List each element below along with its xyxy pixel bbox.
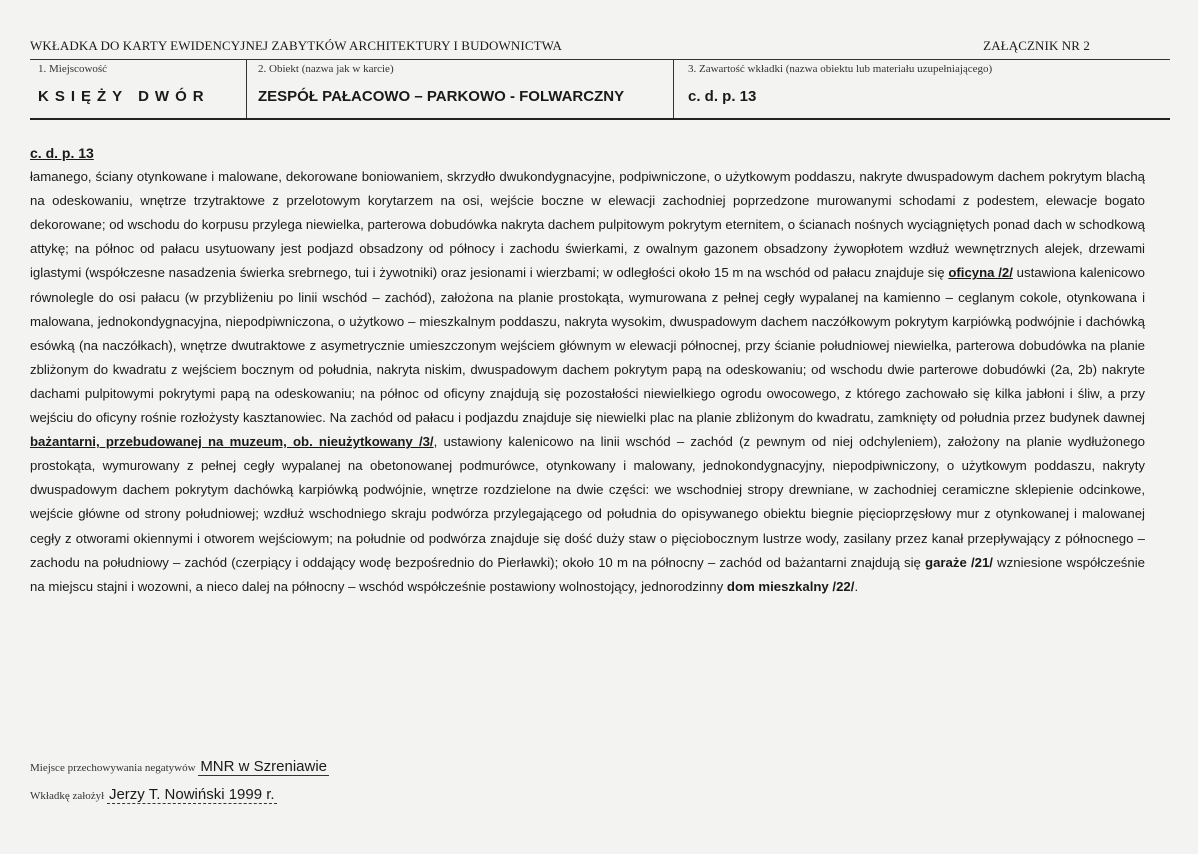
document-title: WKŁADKA DO KARTY EWIDENCYJNEJ ZABYTKÓW ARCHITEKTURY I BUDOWNICTWA [30, 38, 563, 53]
negatives-location-label: Miejsce przechowywania negatywów [30, 762, 196, 774]
locality-label: 1. Miejscowość [38, 63, 108, 75]
description-paragraph [30, 165, 1145, 599]
text-segment: ustawiona kalenicowo równolegle do osi pałacu (w przybliżeniu po linii wschód – zachód), założona na planie prostokąta, wymurowana z pełnej cegły wypalanej na kamienno – ceglanym cokole, otynkowana i malowana, jednokondygnacyjna, niepodpiwniczona, o użytkowo – mieszkalnym poddaszu, nakryta wysokim, dwuspadowym dachem naczółkowym pokrytym karpiówką podwójnie i dachówką esówką (na naczółkach), wnętrze dwutraktowe z asymetrycznie umieszczonym wejściem głównym w elewacji północnej, przy ścianie południowej niewielka, parterowa dobudówka na planie zbliżonym do kwadratu z wejściem bocznym od południa, nakryta niskim, dwuspadowym dachem pokrytym papą na odeskowaniu; od wschodu dwie parterowe dobudówki (2a, 2b) nakryte dachami pulpitowymi pokrytymi papą na odeskowaniu; na północ od oficyny znajdują się pozostałości niewielkiego ogrodu owocowego, z którego zachowało się kilka jabłoni i śliw, a przy wejściu do oficyny rośnie rozłożysty kasztanowiec. Na zachód od pałacu i podjazdu znajduje się niewielki plac na planie zbliżonym do kwadratu, zamknięty od południa przez budynek dawnej [30, 265, 1145, 426]
highlight-garaze: garaże /21/ [925, 554, 993, 570]
text-segment: łamanego, ściany otynkowane i malowane, dekorowane boniowaniem, skrzydło dwukondygnacyjne, podpiwniczone, o użytkowym poddaszu, nakryte dwuspadowym dachem pokrytym blachą na odeskowaniu, wnętrze trzytraktowe z przelotowym korytarzem na osi, wejście boczne w elewacji zachodniej poprzedzone murowanymi schodami z podestem, elewacje bogato dekorowane; od wschodu do korpusu przylega niewielka, parterowa dobudówka nakryta dachem pulpitowym pokrytym eternitem, o ścianach nośnych wyciągniętych ponad dach w schodkową attykę; na północ od pałacu usytuowany jest podjazd obsadzony od północy i zachodu świerkami, z owalnym gazonem obsadzony żywopłotem wzdłuż wewnętrznych alejek, drzewami iglastymi (współczesne nasadzenia świerka srebrnego, tui i żywotniki) oraz jesionami i wierzbami; w odległości około 15 m na wschód od pałacu znajduje się [30, 169, 1145, 281]
text-segment: , ustawiony kalenicowo na linii wschód – zachód (z pewnym od niej odchyleniem), założony na planie wydłużonego prostokąta, wymurowany z pełnej cegły wypalanej na obetonowanej podmurówce, otynkowany i malowany, jednokondygnacyjny, niepodpiwniczony, o użytkowym poddaszu, nakryty dwuspadowym dachem pokrytym dachówką karpiówką podwójnie, wnętrze rozdzielone na dwie części: we wschodniej stropy drewniane, w zachodniej ceramiczne sklepienie odcinkowe, wejście główne od strony południowej; wzdłuż wschodniego skraju podwórza przylegającego od południa do opisywanego obiektu biegnie pięcioprzęsłowy mur z otynkowanej i malowanej cegły z otworami okiennymi i otworem wejściowym; na południe od podwórza znajduje się dość duży staw o pięciobocznym lustrze wody, zasilany przez kanał przepływający z północnego – zachodu na południowy – zachód (czerpiący i oddający wodę bezpośrednio do Pierławki); około 10 m na północny – zachód od bażantarni znajdują się [30, 434, 1145, 570]
author-value: Jerzy T. Nowiński 1999 r. [108, 786, 275, 803]
section-reference: c. d. p. 13 [30, 145, 94, 161]
header-divider-bottom [30, 118, 1170, 120]
negatives-location-row [30, 758, 329, 775]
document-header [30, 38, 1170, 54]
description-body [30, 141, 1145, 599]
text-segment: wzniesione współcześnie na miejscu stajni i wozowni, a nieco dalej na północny – wschód współcześnie postawiony wolnostojący, jednorodzinny [30, 554, 1145, 594]
highlight-bazantarnia: bażantarni, przebudowanej na muzeum, ob. nieużytkowany /3/ [30, 434, 434, 450]
field-divider-1 [246, 60, 247, 118]
header-divider-top [30, 59, 1170, 60]
object-value: ZESPÓŁ PAŁACOWO – PARKOWO - FOLWARCZNY [258, 88, 625, 105]
text-segment: . [854, 578, 859, 594]
object-label: 2. Obiekt (nazwa jak w karcie) [258, 63, 394, 75]
content-label: 3. Zawartość wkładki (nazwa obiektu lub materiału uzupełniającego) [688, 63, 993, 75]
locality-value: KSIĘŻY DWÓR [38, 88, 210, 105]
highlight-dom-mieszkalny: dom mieszkalny /22/ [726, 578, 855, 594]
author-label: Wkładkę założył [30, 790, 105, 802]
content-value: c. d. p. 13 [688, 88, 757, 105]
author-row [30, 786, 277, 803]
attachment-number: ZAŁĄCZNIK NR 2 [983, 38, 1090, 53]
highlight-oficyna: oficyna /2/ [948, 265, 1013, 281]
negatives-location-value: MNR w Szreniawie [200, 758, 328, 775]
field-divider-2 [673, 60, 674, 118]
